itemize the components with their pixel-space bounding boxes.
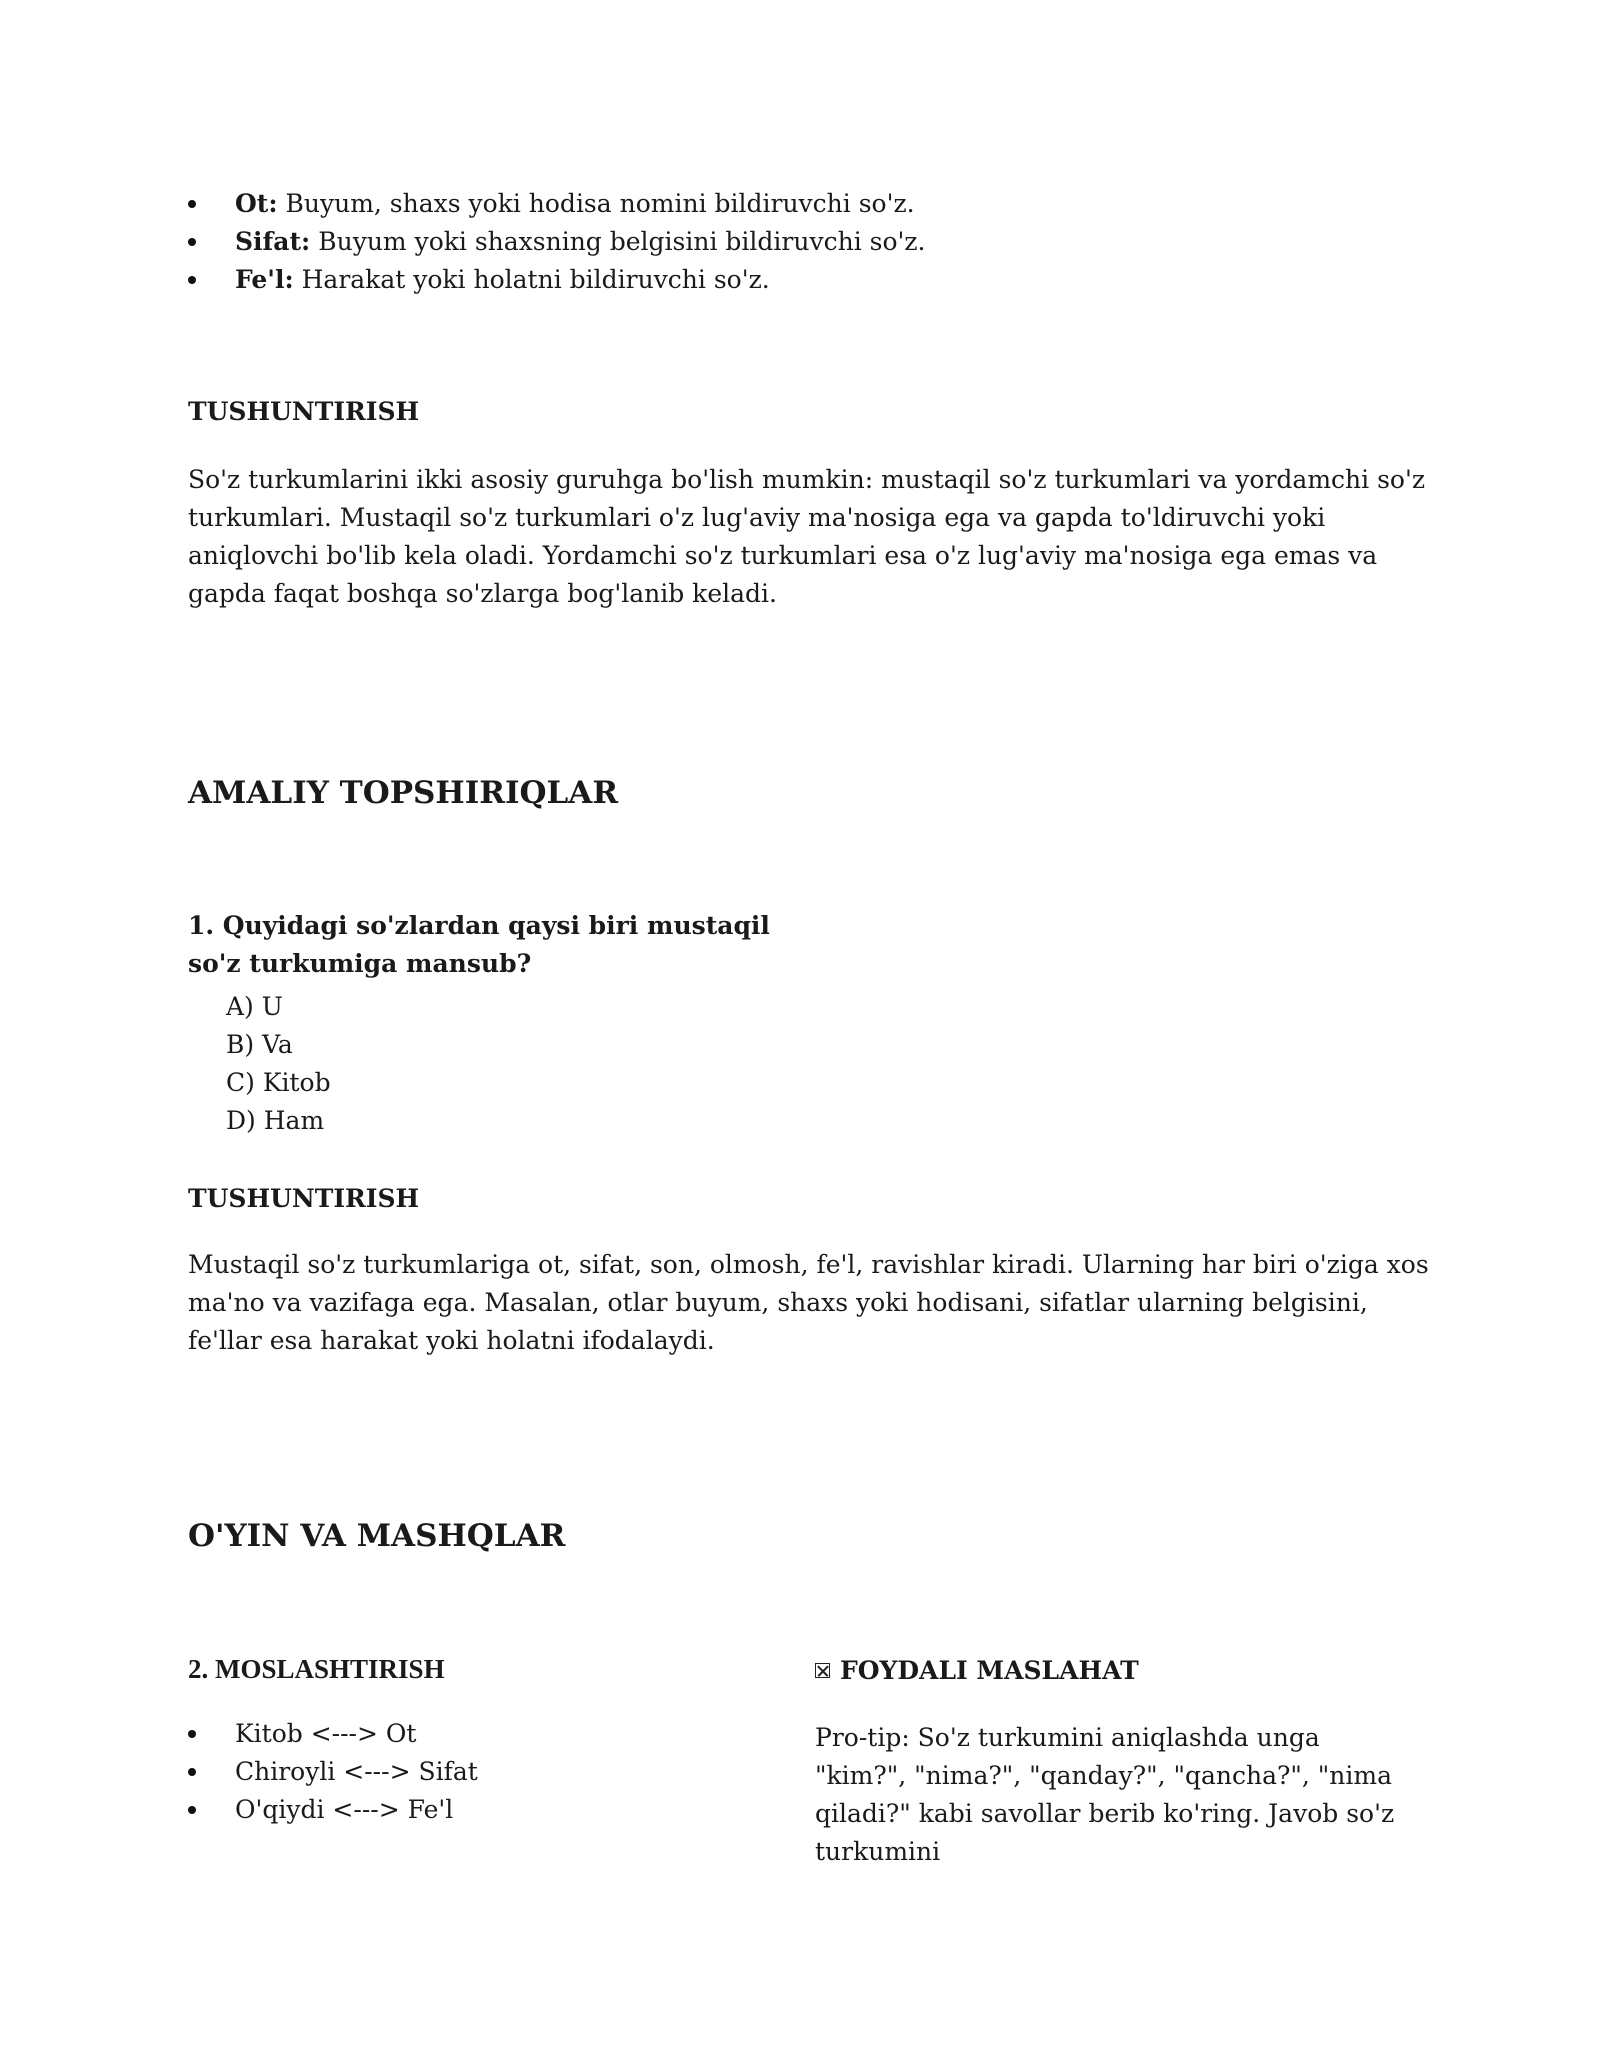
list-item: [188, 223, 926, 261]
intro-definitions-list: [188, 185, 926, 299]
explanation-paragraph: So'z turkumlarini ikki asosiy guruhga bo'lish mumkin: mustaqil so'z turkumlari va yordamchi so'z turkumlari. Mustaqil so'z turkumlari o'z lug'aviy ma'nosiga ega va gapda to'ldiruvchi yoki aniqlovchi bo'lib kela oladi. Yordamchi so'z turkumlari esa o'z lug'aviy ma'nosiga ega emas va gapda faqat boshqa so'zlarga bog'lanib keladi.: [188, 465, 1425, 608]
tip-heading: [815, 1652, 1139, 1690]
term-definition: Buyum, shaxs yoki hodisa nomini bildiruvchi so'z.: [277, 189, 915, 218]
matching-heading: 2. MOSLASHTIRISH: [188, 1654, 445, 1684]
list-item: O'qiydi <---> Fe'l: [188, 1791, 478, 1829]
term-definition: Harakat yoki holatni bildiruvchi so'z.: [293, 265, 770, 294]
explanation-paragraph: Mustaqil so'z turkumlariga ot, sifat, son, olmosh, fe'l, ravishlar kiradi. Ularning har biri o'ziga xos ma'no va vazifaga ega. Masalan, otlar buyum, shaxs yoki hodisani, sifatlar ularning belgisini, fe'llar esa harakat yoki holatni ifodalaydi.: [188, 1250, 1429, 1355]
question-text: [188, 907, 770, 983]
answer-option-a: A) U: [226, 992, 283, 1021]
list-item: [188, 261, 926, 299]
list-item: [188, 185, 926, 223]
list-item: Chiroyli <---> Sifat: [188, 1753, 478, 1791]
term-label: Ot:: [235, 189, 278, 218]
games-heading: O'YIN VA MASHQLAR: [188, 1518, 566, 1554]
tip-heading-text: FOYDALI MASLAHAT: [840, 1656, 1139, 1685]
practical-tasks-heading: AMALIY TOPSHIRIQLAR: [188, 775, 619, 811]
question-line-2: so'z turkumiga mansub?: [188, 949, 532, 978]
answer-option-c: C) Kitob: [226, 1068, 331, 1097]
explanation-heading: TUSHUNTIRISH: [188, 397, 420, 426]
tip-paragraph: Pro-tip: So'z turkumini aniqlashda unga "kim?", "nima?", "qanday?", "qancha?", "nima qiladi?" kabi savollar berib ko'ring. Javob so'z turkumini: [815, 1723, 1395, 1866]
answer-options: [226, 988, 770, 1140]
answer-option-d: D) Ham: [226, 1106, 325, 1135]
question-line-1: 1. Quyidagi so'zlardan qaysi biri mustaqil: [188, 911, 770, 940]
term-label: Fe'l:: [235, 265, 294, 294]
answer-option-b: B) Va: [226, 1030, 293, 1059]
term-label: Sifat:: [235, 227, 311, 256]
question-block: [188, 907, 770, 1140]
broken-glyph-icon: [815, 1663, 830, 1678]
explanation-heading: TUSHUNTIRISH: [188, 1184, 420, 1213]
list-item: Kitob <---> Ot: [188, 1715, 478, 1753]
matching-list: [188, 1715, 478, 1829]
term-definition: Buyum yoki shaxsning belgisini bildiruvchi so'z.: [310, 227, 926, 256]
